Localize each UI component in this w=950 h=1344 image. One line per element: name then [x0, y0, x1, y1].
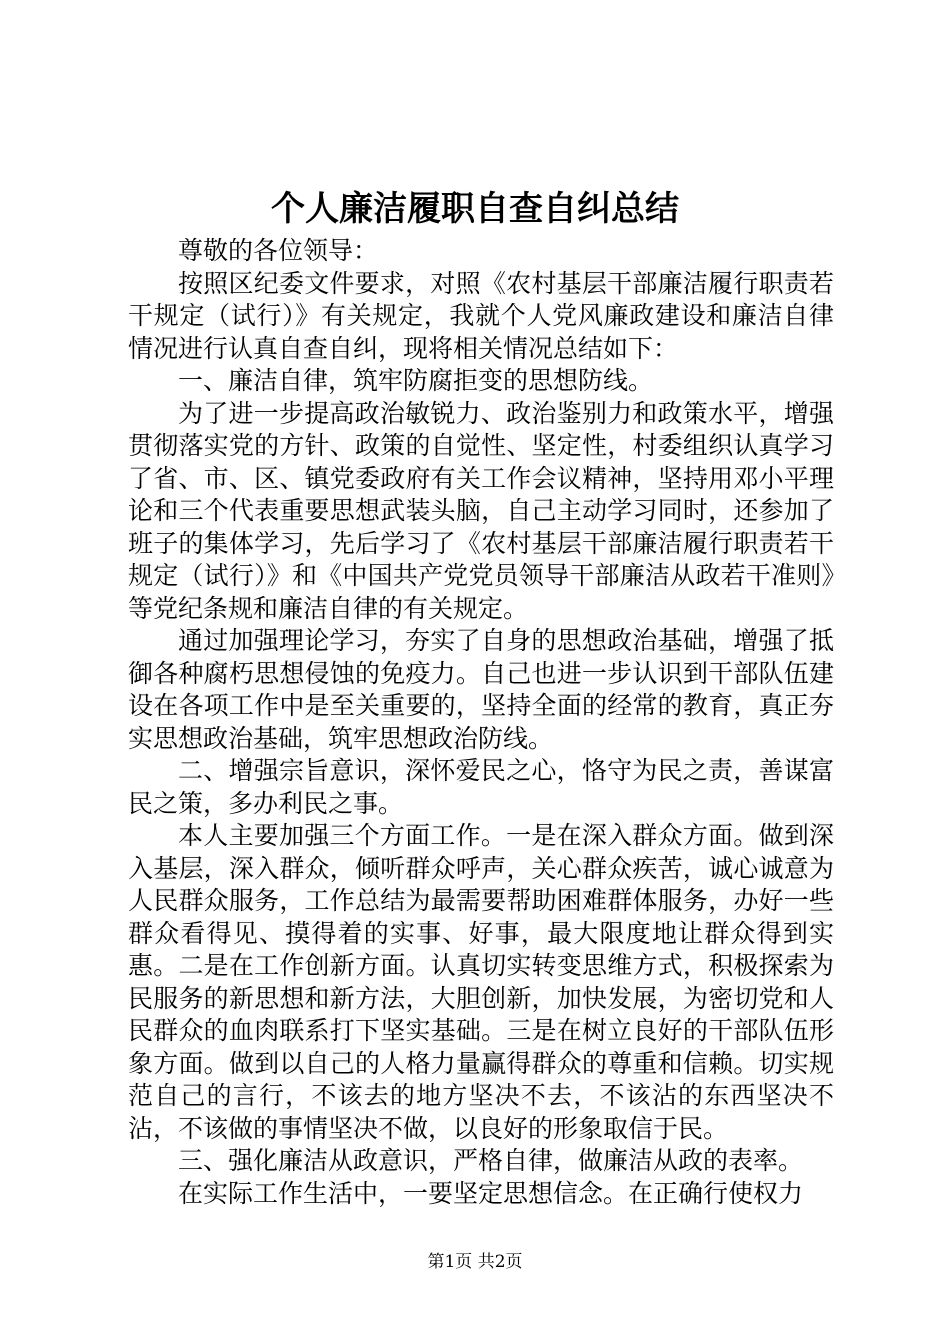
paragraph: 在实际工作生活中，一要坚定思想信念。在正确行使权力 — [178, 1178, 804, 1208]
page-number: 第1页 — [427, 1252, 473, 1272]
paragraph: 为了进一步提高政治敏锐力、政治鉴别力和政策水平，增强贯彻落实党的方针、政策的自觉性、坚定性，村委组织认真学习了省、市、区、镇党委政府有关工作会议精神，坚持用邓小平理论和三个代表重要思想武装头脑，自己主动学习同时，还参加了班子的集体学习，先后学习了《农村基层干部廉洁履行职责若干规定（试行）》和《中国共产党党员领导干部廉洁从政若干准则》等党纪条规和廉洁自律的有关规定。 — [128, 398, 834, 623]
section-heading-1: 一、廉洁自律，筑牢防腐拒变的思想防线。 — [178, 366, 654, 395]
paragraph: 通过加强理论学习，夯实了自身的思想政治基础，增强了抵御各种腐朽思想侵蚀的免疫力。自己也进一步认识到干部队伍建设在各项工作中是至关重要的，坚持全面的经常的教育，真正夯实思想政治基础，筑牢思想政治防线。 — [128, 626, 834, 753]
paragraph: 本人主要加强三个方面工作。一是在深入群众方面。做到深入基层，深入群众，倾听群众呼声，关心群众疾苦，诚心诚意为人民群众服务，工作总结为最需要帮助困难群体服务，办好一些群众看得见、摸得着的实事、好事，最大限度地让群众得到实惠。二是在工作创新方面。认真切实转变思维方式，积极探索为民服务的新思想和新方法，大胆创新，加快发展，为密切党和人民群众的血肉联系打下坚实基础。三是在树立良好的干部队伍形象方面。做到以自己的人格力量赢得群众的尊重和信赖。切实规范自己的言行，不该去的地方坚决不去，不该沾的东西坚决不沾，不该做的事情坚决不做，以良好的形象取信于民。 — [128, 821, 834, 1143]
paragraph: 按照区纪委文件要求，对照《农村基层干部廉洁履行职责若干规定（试行）》有关规定，我就个人党风廉政建设和廉洁自律情况进行认真自查自纠，现将相关情况总结如下： — [128, 268, 834, 363]
section-heading-2: 二、增强宗旨意识，深怀爱民之心，恪守为民之责，善谋富民之策，多办利民之事。 — [128, 756, 834, 818]
page-footer — [0, 1250, 950, 1274]
page-total: 共2页 — [477, 1252, 523, 1272]
page-title: 个人廉洁履职自查自纠总结 — [271, 189, 679, 229]
salutation: 尊敬的各位领导： — [178, 236, 379, 265]
section-heading-3: 三、强化廉洁从政意识，严格自律，做廉洁从政的表率。 — [178, 1146, 804, 1175]
document-body — [128, 235, 834, 1210]
